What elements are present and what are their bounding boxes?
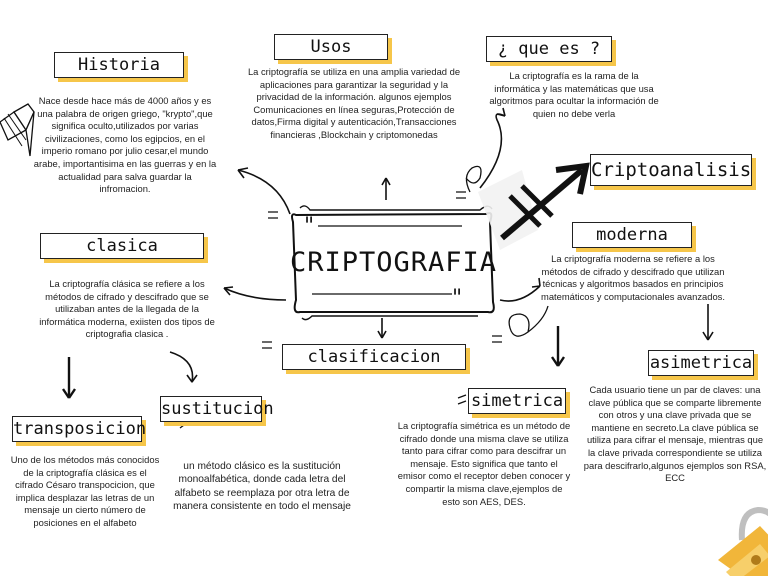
central-topic[interactable] — [290, 205, 498, 317]
asimetrica-label[interactable]: asimetrica — [648, 350, 754, 376]
clasica-text: La criptografía clásica se refiere a los métodos de cifrado y descifrado que se utilizaban antes de la llegada de la informática moderna, exiisten dos tipos de criptografia clasica . — [39, 278, 215, 340]
simetrica-text: La criptografía simétrica es un método de cifrado donde una misma clave se utiliza tanto para cifrar como para descifrar un mensaje. Esto significa que tanto el emisor como el receptor deben conocer y compartir la misma clave,ejemplos de esto son AES, DES. — [397, 420, 571, 507]
historia-text: Nace desde hace más de 4000 años y es una palabra de origen griego, "krypto",que significa oculto,utilizados por varias civilizaciones, como los egipcios, en el imperio romano por julio cesar,el mundo arabe, importantisima en las guerras y en la actualidad para salva guardar la infromacion. — [33, 95, 217, 195]
transposicion-label[interactable]: transposicion — [12, 416, 142, 442]
central-topic-title: CRIPTOGRAFIA — [290, 247, 498, 278]
que-es-text: La criptografía es la rama de la informática y las matemáticas que usa algoritmos para ocultar la información de quien no debe verla — [489, 70, 659, 119]
clasica-label[interactable]: clasica — [40, 233, 204, 259]
que-es-label[interactable]: ¿ que es ? — [486, 36, 612, 62]
arrow-to-historia — [238, 170, 290, 214]
close-quote-mark: " — [452, 286, 463, 311]
moderna-text: La criptografía moderna se refiere a los métodos de cifrado y descifrado que utilizan técnicas y algoritmos basados en principios matemáticos y computacionales avanzados. — [541, 253, 725, 302]
sustitucion-text: un método clásico es la sustitución monoalfabética, donde cada letra del alfabeto se reemplaza por otra letra de manera consistente en todo el mensaje — [173, 461, 351, 513]
usos-label[interactable]: Usos — [274, 34, 388, 60]
simetrica-label[interactable]: simetrica — [468, 388, 566, 414]
usos-text: La criptografía se utiliza en una amplia variedad de aplicaciones para garantizar la seguridad y la privacidad de la información. algunos ejemplos Comunicaciones en línea seguras,Protección de datos,Firma digital y autenticación,Transacciones financieras ,Blockchain y criptomonedas — [247, 66, 461, 140]
open-quote-mark: " — [304, 214, 315, 239]
transposicion-text: Uno de los métodos más conocidos de la criptografía clásica es el cifrado Césaro transpocicion, que implica desplazar las letras de un mensaje un cierto número de posiciones en el alfabeto — [10, 454, 160, 528]
criptoanalisis-label[interactable]: Criptoanalisis — [590, 154, 752, 186]
pencil-icon — [0, 104, 34, 156]
clasificacion-label[interactable]: clasificacion — [282, 344, 466, 370]
sustitucion-label[interactable]: sustitucion — [160, 396, 262, 422]
padlock-icon — [718, 510, 768, 576]
moderna-label[interactable]: moderna — [572, 222, 692, 248]
historia-label[interactable]: Historia — [54, 52, 184, 78]
asimetrica-text: Cada usuario tiene un par de claves: una clave pública que se comparte libremente con otros y una clave privada que se mantiene en secreto.La clave pública se utiliza para cifrar el mensaje, mientras que la clave privada correspondiente se utiliza para descifrarlo,algunos ejemplos son RSA, ECC — [583, 384, 767, 484]
